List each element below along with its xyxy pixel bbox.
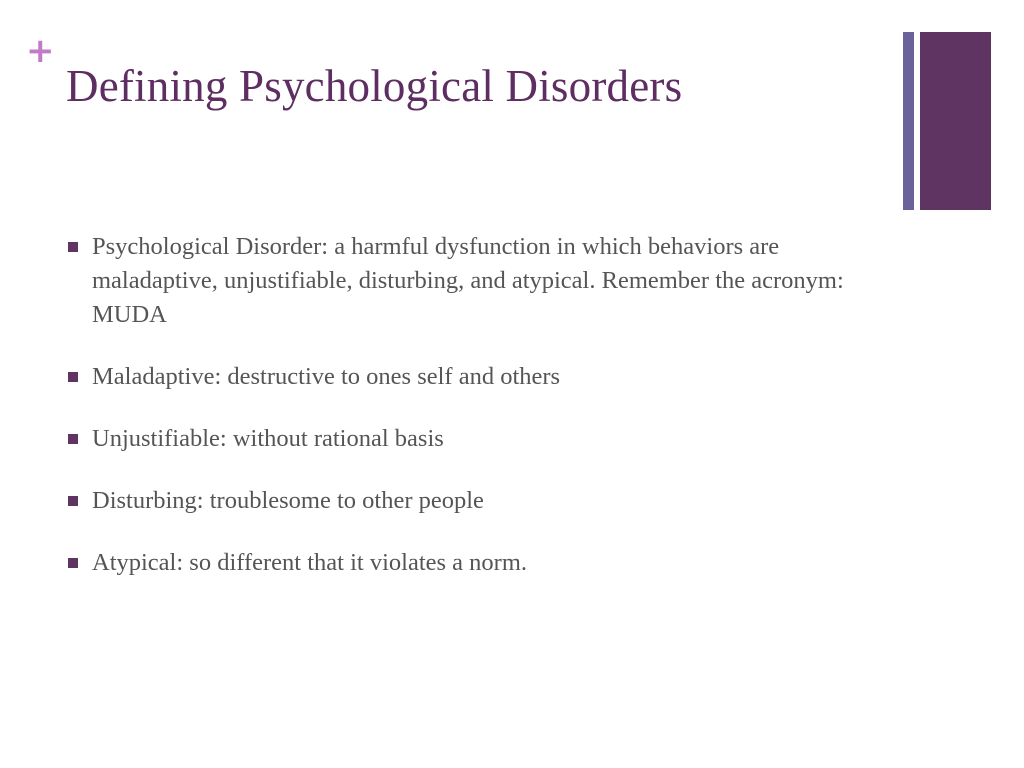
bullet-item bbox=[68, 230, 848, 332]
square-bullet-icon bbox=[68, 242, 78, 252]
square-bullet-icon bbox=[68, 496, 78, 506]
bullet-text: Psychological Disorder: a harmful dysfunction in which behaviors are maladaptive, unjustifiable, disturbing, and atypical. Remember the acronym: MUDA bbox=[92, 233, 844, 328]
bullet-item bbox=[68, 484, 848, 518]
bullet-text: Atypical: so different that it violates a norm. bbox=[92, 549, 527, 576]
bullet-item bbox=[68, 546, 848, 580]
bullet-item bbox=[68, 422, 848, 456]
plus-icon: + bbox=[26, 31, 55, 71]
accent-bar-thick bbox=[920, 32, 991, 210]
bullet-item bbox=[68, 360, 848, 394]
square-bullet-icon bbox=[68, 558, 78, 568]
bullet-text: Unjustifiable: without rational basis bbox=[92, 425, 444, 452]
accent-bar-thin bbox=[903, 32, 914, 210]
bullet-text: Maladaptive: destructive to ones self and others bbox=[92, 363, 561, 390]
square-bullet-icon bbox=[68, 372, 78, 382]
bullet-list bbox=[68, 230, 848, 608]
slide-title: Defining Psychological Disorders bbox=[66, 61, 683, 111]
bullet-text: Disturbing: troublesome to other people bbox=[92, 487, 484, 514]
square-bullet-icon bbox=[68, 434, 78, 444]
